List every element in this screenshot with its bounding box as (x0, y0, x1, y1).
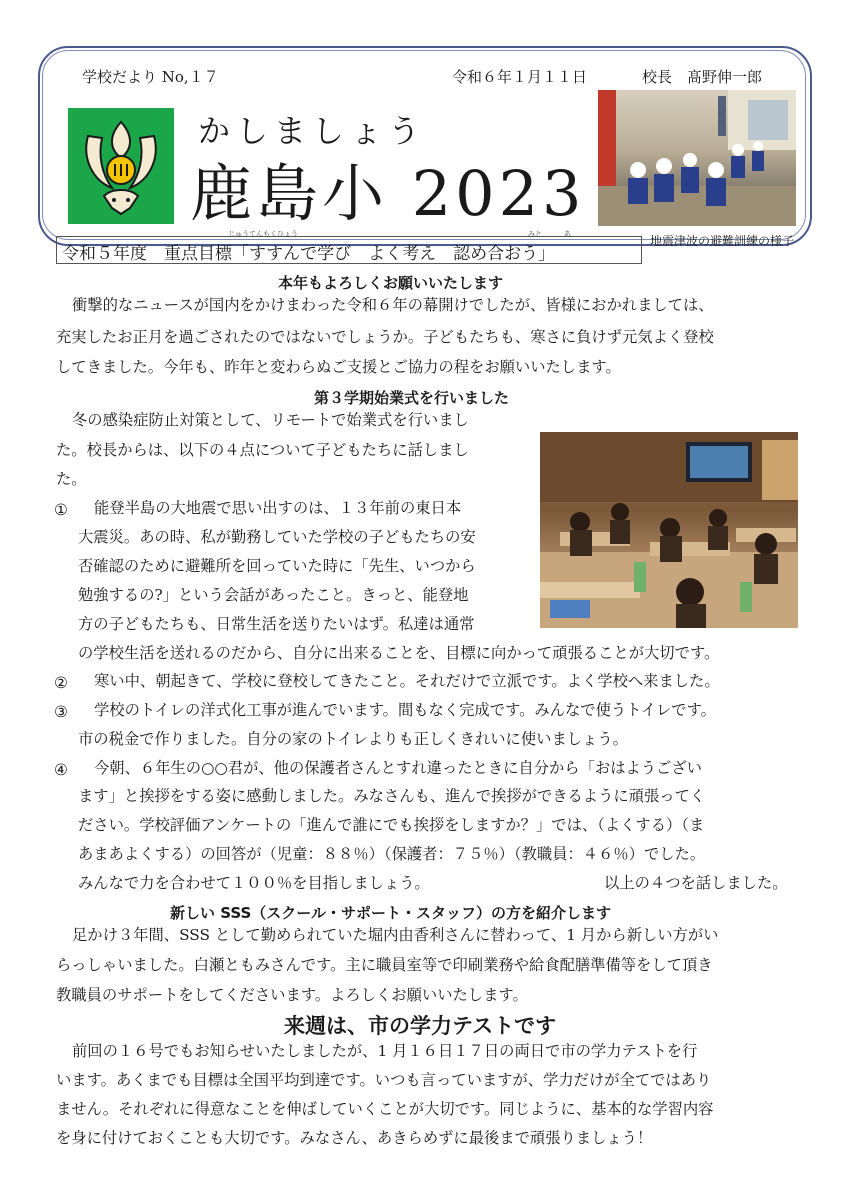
paragraph-line: た。校長からは、以下の４点について子どもたちに話しまし (56, 441, 469, 459)
paragraph-line: 大震災。あの時、私が勤務していた学校の子どもたちの安 (78, 528, 476, 546)
goal-ruby-1: じゅうてんもくひょう (228, 230, 298, 238)
closing-line: 以上の４つを話しました。 (604, 874, 788, 892)
section4-heading: 来週は、市の学力テストです (284, 1014, 557, 1038)
paragraph-line: 否確認のために避難所を回っていた時に「先生、いつから (78, 557, 476, 575)
paragraph-line: ません。それぞれに得意なことを伸ばしていくことが大切です。同じように、基本的な学習内容 (56, 1100, 714, 1118)
paragraph-line: 学校のトイレの洋式化工事が進んでいます。間もなく完成です。みんなで使うトイレです。 (94, 701, 716, 719)
paragraph-line: 冬の感染症防止対策として、リモートで始業式を行いまし (72, 411, 469, 429)
newsletter-title: 鹿島小 2023 (190, 157, 586, 230)
issue-date: 令和６年１月１１日 (452, 68, 588, 86)
paragraph-line: 市の税金で作りました。自分の家のトイレよりも正しくきれいに使いましょう。 (78, 730, 628, 748)
paragraph-line: 今朝、６年生の○○君が、他の保護者さんとすれ違ったときに自分から「おはようござい (94, 759, 702, 777)
paragraph-line: 勉強するの?」という会話があったこと。きっと、能登地 (78, 586, 469, 604)
evacuation-drill-photo (598, 90, 796, 226)
section3-heading: 新しい SSS（スクール・サポート・スタッフ）の方を紹介します (170, 904, 611, 922)
paragraph-line: ます」と挨拶をする姿に感動しました。みなさんも、進んで挨拶ができるように頑張ってく (78, 787, 706, 805)
paragraph-line: た。 (56, 470, 87, 488)
paragraph-line: 衝撃的なニュースが国内をかけまわった令和６年の幕開けでしたが、皆様におかれましては、 (72, 296, 714, 314)
paragraph-line: 足かけ３年間、SSS として勤められていた堀内由香利さんに替わって、1 月から新しい方がい (72, 926, 719, 944)
title-kana: かしましょう (198, 112, 427, 150)
principal-name: 校長 髙野伸一郎 (642, 68, 763, 86)
paragraph-line: ださい。学校評価アンケートの「進んで誰にでも挨拶をしますか？」では、（よくする）（ま (78, 816, 705, 834)
opening-ceremony-photo (540, 432, 798, 628)
item-number: ① (54, 501, 68, 519)
goal-ruby-2: みと (528, 230, 542, 238)
paragraph-line: してきました。今年も、昨年と変わらぬご支援とご協力の程をお願いいたします。 (56, 358, 621, 376)
paragraph-line: 寒い中、朝起きて、学校に登校してきたこと。それだけで立派です。よく学校へ来ました。 (94, 672, 720, 690)
paragraph-line: を身に付けておくことも大切です。みなさん、あきらめずに最後まで頑張りましょう！ (56, 1129, 653, 1147)
item-number: ② (54, 674, 68, 692)
paragraph-line: います。あくまでも目標は全国平均到達です。いつも言っていますが、学力だけが全てではあり (56, 1071, 712, 1089)
paragraph-line: あまあよくする）の回答が（児童：８８％）（保護者：７５％）（教職員：４６％）でした。 (78, 845, 706, 863)
paragraph-line: 教職員のサポートをしてくださいます。よろしくお願いいたします。 (56, 986, 528, 1004)
paragraph-line: の学校生活を送れるのだから、自分に出来ることを、目標に向かって頑張ることが大切です。 (78, 644, 720, 662)
newsletter-number: 学校だより No,１７ (82, 68, 219, 86)
paragraph-line: 能登半島の大地震で思い出すのは、１３年前の東日本 (94, 499, 462, 517)
school-emblem-logo (68, 108, 174, 224)
paragraph-line: らっしゃいました。白瀬ともみさんです。主に職員室等で印刷業務や給食配膳準備等をして頂き (56, 956, 713, 974)
paragraph-line: 前回の１６号でもお知らせいたしましたが、1 月１６日１７日の両日で市の学力テストを行 (72, 1042, 698, 1060)
item-number: ③ (54, 703, 68, 721)
paragraph-line: 充実したお正月を過ごされたのではないでしょうか。子どもたちも、寒さに負けず元気よく登校 (56, 328, 714, 346)
section1-heading: 本年もよろしくお願いいたします (278, 274, 504, 292)
goal-ruby-3: あ (564, 230, 571, 238)
item-number: ④ (54, 761, 68, 779)
paragraph-line: みんなで力を合わせて１００％を目指しましょう。 (78, 874, 430, 892)
photo-caption: 地震津波の避難訓練の様子 (650, 234, 795, 248)
emblem-icon (68, 108, 174, 224)
section2-heading: 第３学期始業式を行いました (314, 389, 510, 407)
paragraph-line: 方の子どもたちも、日常生活を送りたいはず。私達は通常 (78, 615, 475, 633)
school-goal: 令和５年度 重点目標「すすんで学び よく考え 認め合おう」 (62, 244, 556, 264)
